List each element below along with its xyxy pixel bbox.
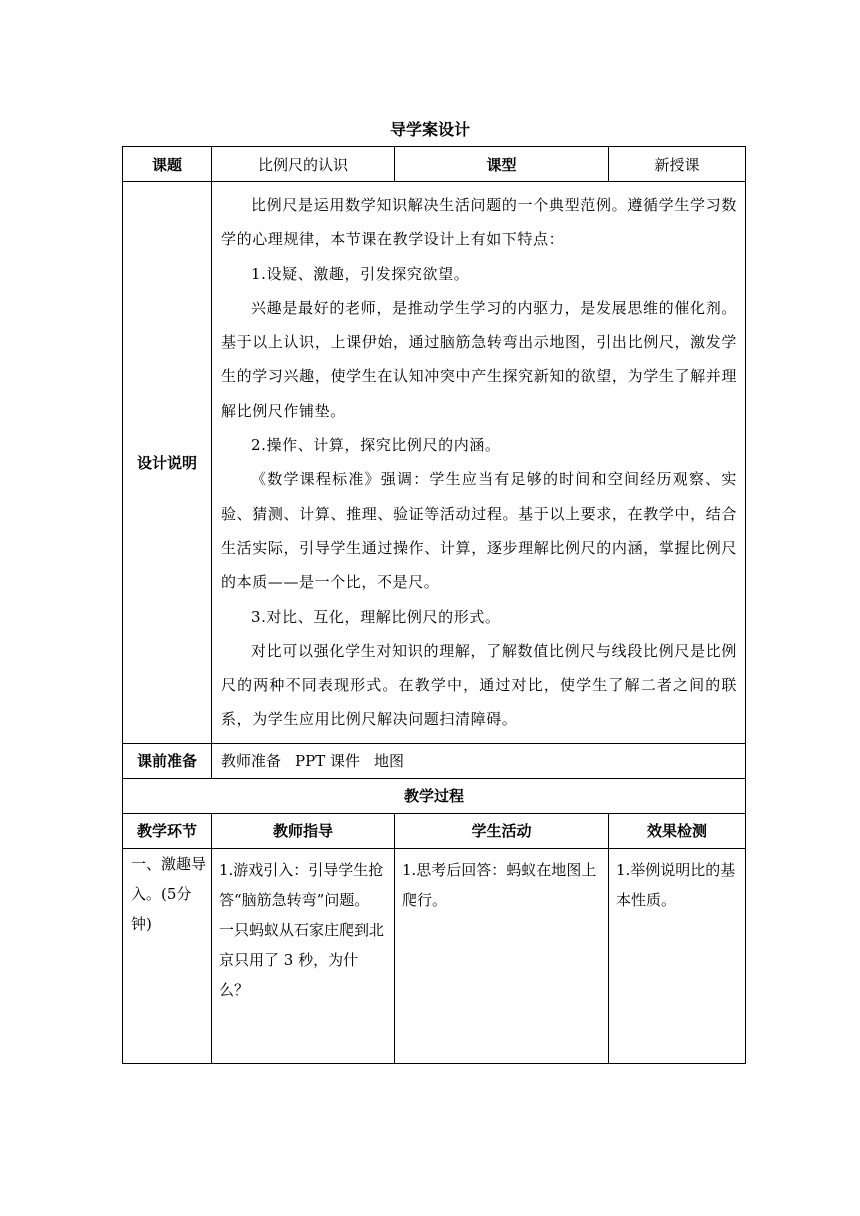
prep-item: 地图 (373, 752, 404, 771)
lesson-type-value: 新授课 (609, 147, 746, 182)
design-paragraph: 1.设疑、激趣，引发探究欲望。 (251, 264, 470, 283)
process-header-row (123, 813, 746, 848)
design-row (123, 182, 746, 744)
topic-value: 比例尺的认识 (212, 147, 395, 182)
prep-items (212, 743, 746, 778)
lesson-type-label: 课型 (395, 147, 609, 182)
teacher-guidance-text: 1.游戏引入：引导学生抢答“脑筋急转弯”问题。 (219, 860, 384, 909)
topic-row (123, 147, 746, 182)
stage-cell: 一、激趣导入。(5分钟) (123, 848, 212, 1063)
process-title-row (123, 778, 746, 813)
lesson-plan-table (122, 146, 746, 1064)
topic-label: 课题 (123, 147, 212, 182)
student-activity-cell: 1.思考后回答：蚂蚁在地图上爬行。 (395, 848, 609, 1063)
column-header: 教师指导 (212, 813, 395, 848)
prep-row (123, 743, 746, 778)
design-paragraph: 3.对比、互化，理解比例尺的形式。 (251, 607, 501, 626)
design-paragraph: 对比可以强化学生对知识的理解，了解数值比例尺与线段比例尺是比例尺的两种不同表现形式。在教学中，通过对比，使学生了解二者之间的联系，为学生应用比例尺解决问题扫清障碍。 (221, 641, 737, 729)
prep-item: PPT 课件 (295, 752, 360, 771)
column-header: 效果检测 (609, 813, 746, 848)
design-paragraph: 比例尺是运用数学知识解决生活问题的一个典型范例。遵循学生学习数学的心理规律，本节课在教学设计上有如下特点： (221, 196, 737, 249)
design-paragraph: 《数学课程标准》强调：学生应当有足够的时间和空间经历观察、实验、猜测、计算、推理、验证等活动过程。基于以上要求，在教学中，结合生活实际，引导学生通过操作、计算，逐步理解比例尺的内涵，掌握比例尺的本质——是一个比，不是尺。 (221, 470, 737, 592)
column-header: 教学环节 (123, 813, 212, 848)
design-label: 设计说明 (123, 182, 212, 744)
effect-check-cell: 1.举例说明比的基本性质。 (609, 848, 746, 1063)
process-title: 教学过程 (123, 778, 746, 813)
prep-label: 课前准备 (123, 743, 212, 778)
design-paragraph: 兴趣是最好的老师，是推动学生学习的内驱力，是发展思维的催化剂。基于以上认识，上课伊始，通过脑筋急转弯出示地图，引出比例尺，激发学生的学习兴趣，使学生在认知冲突中产生探究新知的欲望，为学生了解并理解比例尺作铺垫。 (221, 298, 737, 420)
design-paragraph: 2.操作、计算，探究比例尺的内涵。 (251, 436, 501, 455)
teacher-guidance-cell (212, 848, 395, 1063)
column-header: 学生活动 (395, 813, 609, 848)
teacher-guidance-text: 一只蚂蚁从石家庄爬到北京只用了 3 秒，为什么？ (219, 920, 385, 999)
design-description (212, 182, 746, 744)
prep-item: 教师准备 (221, 752, 282, 771)
process-row (123, 848, 746, 1063)
document-title: 导学案设计 (389, 120, 470, 139)
